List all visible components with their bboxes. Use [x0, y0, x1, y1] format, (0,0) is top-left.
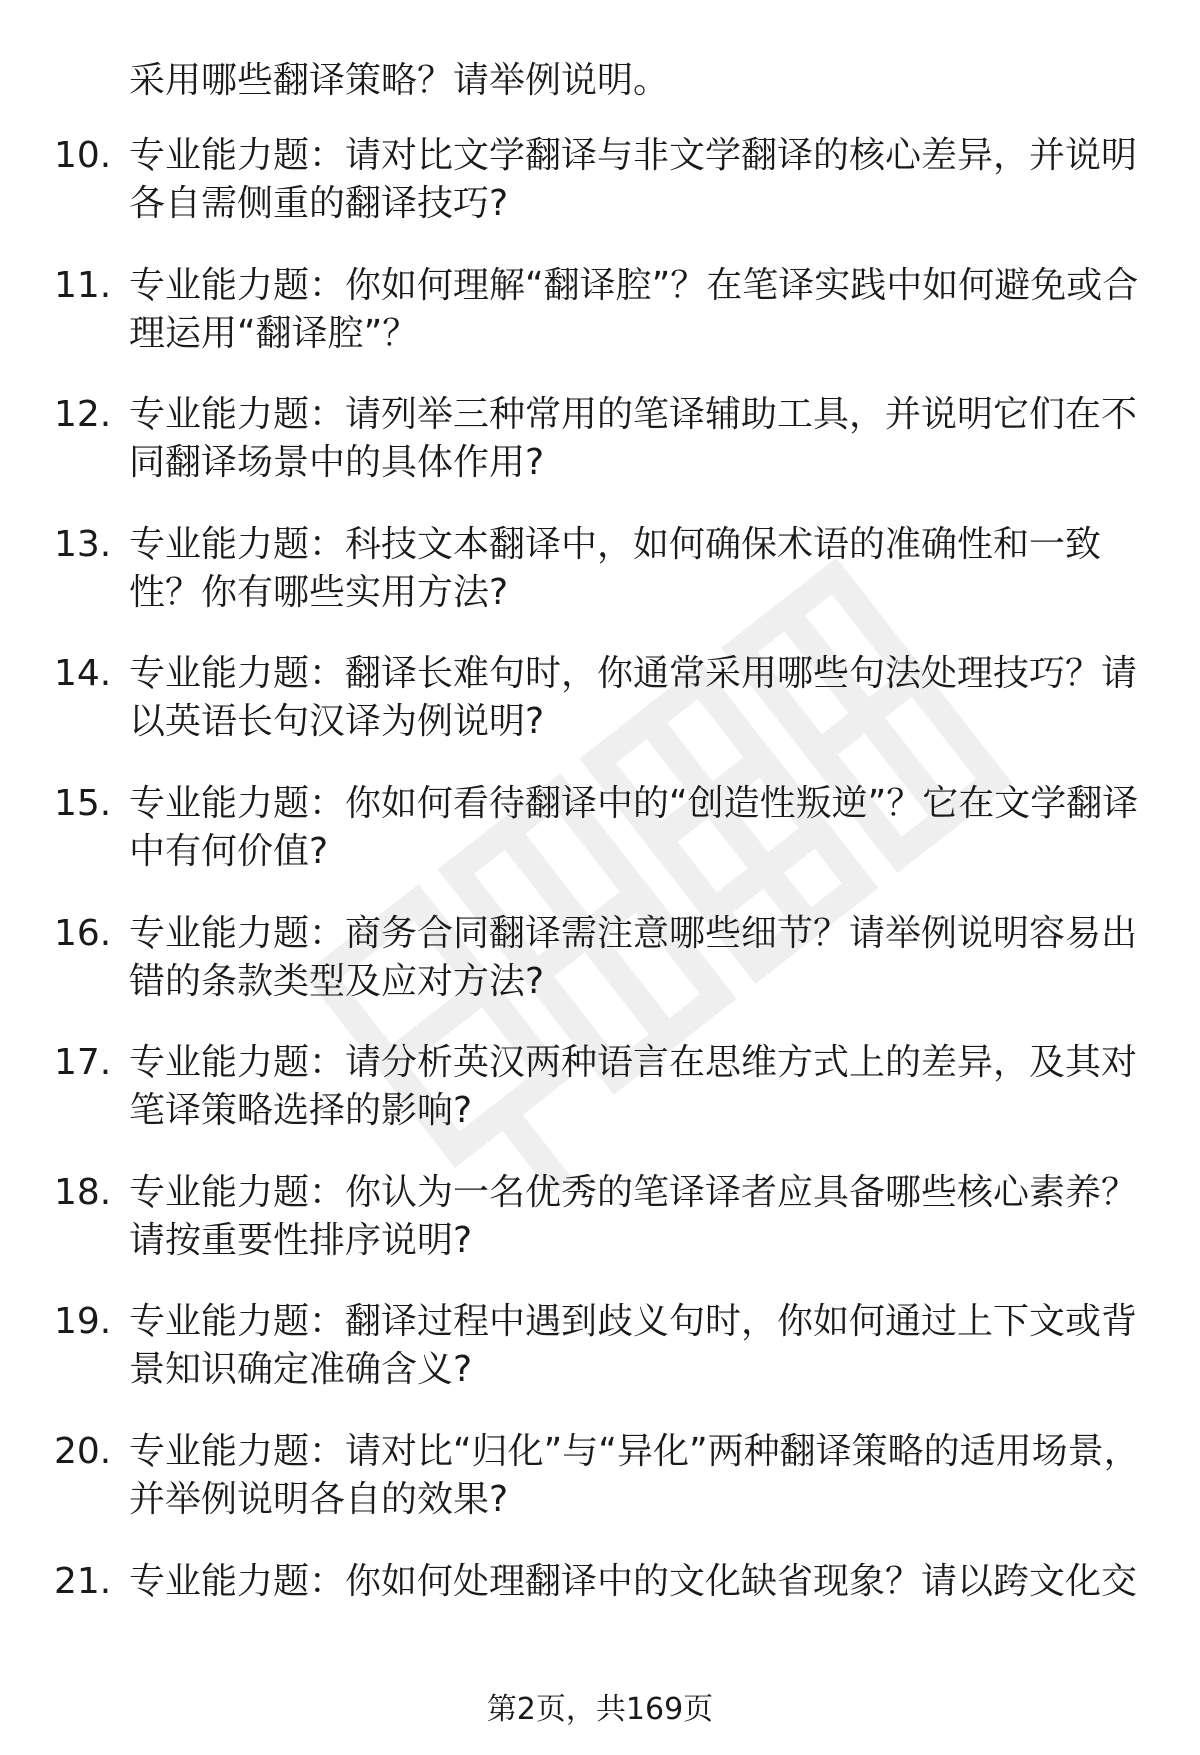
list-item [0, 132, 1200, 262]
item-text: 专业能力题：翻译长难句时，你通常采用哪些句法处理技巧？请以英语长句汉译为例说明? [129, 653, 1138, 743]
item-number: 19. [54, 1301, 112, 1343]
item-number: 20. [54, 1430, 112, 1472]
item-number: 18. [54, 1171, 112, 1213]
list-item [0, 650, 1200, 780]
item-text: 专业能力题：请对比“归化”与“异化”两种翻译策略的适用场景，并举例说明各自的效果? [129, 1430, 1140, 1520]
item-text: 专业能力题：请分析英汉两种语言在思维方式上的差异，及其对笔译策略选择的影响? [129, 1042, 1138, 1132]
item-number: 13. [54, 523, 112, 565]
item-number: 14. [54, 653, 112, 695]
list-item [0, 1298, 1200, 1428]
item-text: 专业能力题：你如何处理翻译中的文化缺省现象？请以跨文化交 [129, 1560, 1138, 1602]
item-number: 12. [54, 394, 112, 436]
list-item [0, 1039, 1200, 1169]
item-text: 专业能力题：请列举三种常用的笔译辅助工具，并说明它们在不同翻译场景中的具体作用? [129, 394, 1138, 484]
list-item [0, 1428, 1200, 1558]
item-text: 专业能力题：翻译过程中遇到歧义句时，你如何通过上下文或背景知识确定准确含义? [129, 1301, 1138, 1391]
list-item [0, 1558, 1200, 1688]
item-number: 15. [54, 782, 112, 824]
list-item [0, 262, 1200, 392]
item-text: 专业能力题：你如何理解“翻译腔”？在笔译实践中如何避免或合理运用“翻译腔”？ [129, 264, 1139, 354]
list-item [0, 910, 1200, 1040]
list-item [0, 521, 1200, 651]
item-number: 17. [54, 1042, 112, 1084]
question-list [0, 132, 1200, 1687]
item-number: 11. [54, 264, 112, 306]
list-item [0, 1169, 1200, 1299]
item-text: 专业能力题：科技文本翻译中，如何确保术语的准确性和一致性？你有哪些实用方法? [129, 523, 1102, 613]
list-item [0, 780, 1200, 910]
item-number: 16. [54, 912, 112, 954]
item-number: 10. [54, 135, 112, 176]
item-number: 21. [54, 1560, 112, 1602]
item-text: 专业能力题：你如何看待翻译中的“创造性叛逆”？它在文学翻译中有何价值? [129, 782, 1139, 872]
continuation-text: 采用哪些翻译策略？请举例说明。 [129, 60, 670, 101]
item-text: 专业能力题：商务合同翻译需注意哪些细节？请举例说明容易出错的条款类型及应对方法? [129, 912, 1138, 1002]
list-item [0, 391, 1200, 521]
page-number-footer: 第2页，共169页 [486, 1692, 714, 1727]
item-text: 专业能力题：请对比文学翻译与非文学翻译的核心差异，并说明各自需侧重的翻译技巧? [129, 135, 1138, 224]
item-text: 专业能力题：你认为一名优秀的笔译译者应具备哪些核心素养？请按重要性排序说明? [129, 1171, 1138, 1261]
